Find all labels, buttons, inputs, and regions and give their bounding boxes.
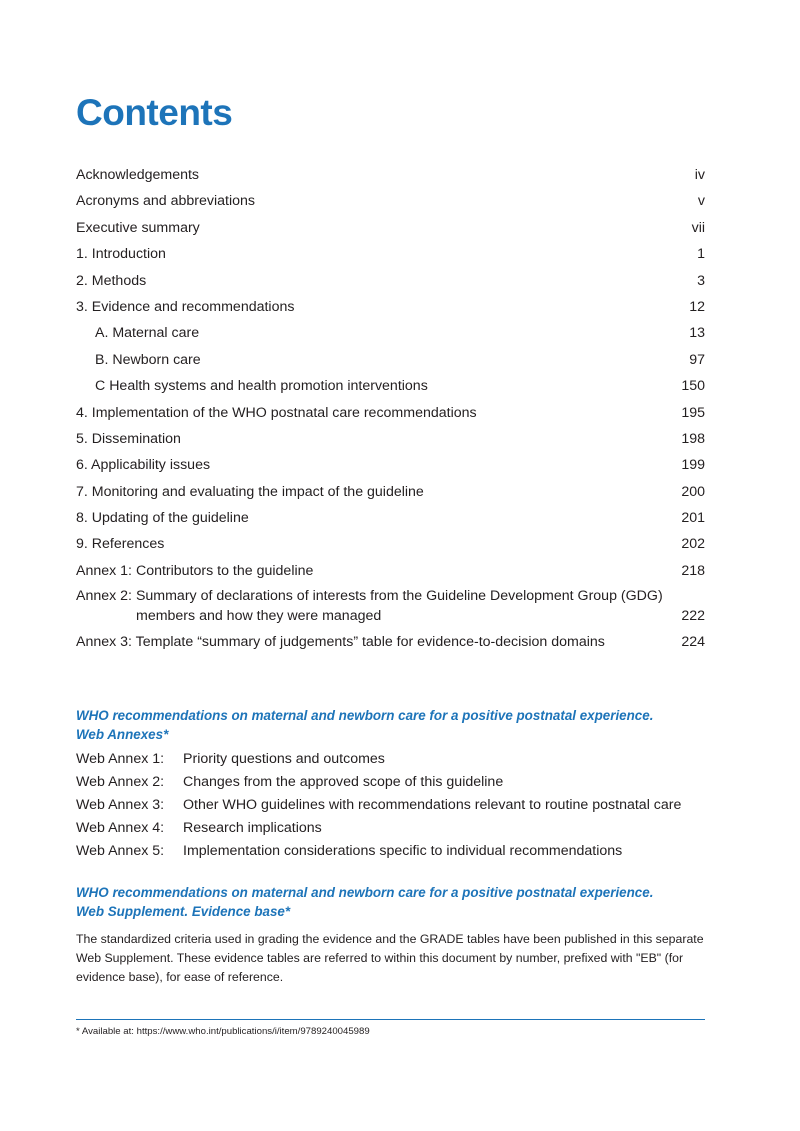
toc-page-number: vii <box>691 219 705 236</box>
web-annex-item[interactable] <box>76 748 705 771</box>
web-annex-title: Priority questions and outcomes <box>183 751 385 767</box>
toc-label-line-1: Annex 2: Summary of declarations of interests from the Guideline Development Group (GDG) <box>76 588 663 605</box>
toc-label: Annex 3: Template “summary of judgements” table for evidence-to-decision domains <box>76 634 605 651</box>
toc-entry-acronyms[interactable] <box>76 188 705 214</box>
web-annex-item[interactable] <box>76 794 705 817</box>
toc-label: 7. Monitoring and evaluating the impact of the guideline <box>76 483 424 500</box>
toc-page-number: 218 <box>681 562 705 579</box>
toc-page-number: 224 <box>681 634 705 651</box>
web-annex-key: Web Annex 1: <box>76 751 165 767</box>
toc-label: 8. Updating of the guideline <box>76 510 249 527</box>
toc-label: 9. References <box>76 536 165 553</box>
toc-entry-annex-3[interactable] <box>76 629 705 655</box>
toc-entry-methods[interactable] <box>76 268 705 294</box>
toc-entry-dissemination[interactable] <box>76 426 705 452</box>
web-annex-title: Changes from the approved scope of this guideline <box>183 774 504 790</box>
toc-page-number: 222 <box>681 608 705 625</box>
toc-label: Acknowledgements <box>76 167 200 183</box>
toc-label: A. Maternal care <box>95 325 200 342</box>
toc-page-number: v <box>697 193 705 210</box>
toc-label: Annex 1: Contributors to the guideline <box>76 562 314 579</box>
toc-label: Acronyms and abbreviations <box>76 193 256 210</box>
toc-entry-references[interactable] <box>76 531 705 557</box>
toc-page-number: 150 <box>681 378 705 395</box>
footnote: * Available at: https://www.who.int/publications/i/item/9789240045989 <box>76 1026 370 1037</box>
web-annexes-list <box>76 748 705 863</box>
toc-page-number: 3 <box>697 272 705 289</box>
toc-entry-implementation[interactable] <box>76 400 705 426</box>
web-annex-key: Web Annex 5: <box>76 843 165 859</box>
toc-entry-applicability[interactable] <box>76 452 705 478</box>
toc-label: 5. Dissemination <box>76 430 181 447</box>
toc-page-number: 1 <box>697 246 705 263</box>
web-annex-item[interactable] <box>76 840 705 863</box>
toc-label: 6. Applicability issues <box>76 457 211 474</box>
web-annex-key: Web Annex 3: <box>76 797 165 813</box>
toc-page-number: 12 <box>689 298 705 315</box>
web-annexes-heading: WHO recommendations on maternal and newborn care for a positive postnatal experience. Web Annexes* <box>76 708 654 742</box>
toc-page-number: 97 <box>689 351 705 368</box>
toc-entry-health-systems[interactable] <box>76 373 705 399</box>
toc-page-number: 199 <box>681 457 705 474</box>
toc-entry-annex-1[interactable] <box>76 558 705 584</box>
toc-entry-updating[interactable] <box>76 505 705 531</box>
toc-label: 1. Introduction <box>76 246 166 263</box>
web-supplement-heading: WHO recommendations on maternal and newborn care for a positive postnatal experience. Web Supplement. Evidence base* <box>76 885 654 919</box>
toc-entry-executive-summary[interactable] <box>76 215 705 241</box>
toc-page-number: 201 <box>681 510 705 527</box>
table-of-contents <box>76 162 705 656</box>
web-annex-item[interactable] <box>76 771 705 794</box>
toc-entry-maternal-care[interactable] <box>76 320 705 346</box>
toc-page-number: 202 <box>681 536 705 553</box>
toc-label: 3. Evidence and recommendations <box>76 298 295 315</box>
toc-entry-introduction[interactable] <box>76 241 705 267</box>
toc-entry-annex-2[interactable] <box>76 584 705 629</box>
toc-page-number: 13 <box>689 325 705 342</box>
web-annex-key: Web Annex 2: <box>76 774 165 790</box>
toc-entry-evidence-recommendations[interactable] <box>76 294 705 320</box>
page-title: Contents <box>76 92 233 133</box>
toc-entry-monitoring[interactable] <box>76 479 705 505</box>
web-annex-title: Research implications <box>183 820 322 836</box>
footnote-divider <box>76 1019 705 1020</box>
web-annex-item[interactable] <box>76 817 705 840</box>
web-annex-title: Other WHO guidelines with recommendations relevant to routine postnatal care <box>183 797 682 813</box>
toc-page-number: 195 <box>681 404 705 421</box>
toc-label: 4. Implementation of the WHO postnatal care recommendations <box>76 404 477 421</box>
toc-entry-newborn-care[interactable] <box>76 347 705 373</box>
toc-label: B. Newborn care <box>95 351 201 368</box>
toc-label: Executive summary <box>76 219 200 236</box>
web-annex-title: Implementation considerations specific to individual recommendations <box>183 843 623 859</box>
toc-entry-acknowledgements[interactable] <box>76 162 705 188</box>
toc-page-number: 198 <box>681 430 705 447</box>
toc-page-number: iv <box>694 167 705 183</box>
toc-label: C Health systems and health promotion interventions <box>95 378 428 395</box>
toc-label: 2. Methods <box>76 272 147 289</box>
toc-label-line-2: members and how they were managed <box>136 607 382 624</box>
web-supplement-text: The standardized criteria used in grading the evidence and the GRADE tables have been published in this separate Web Supplement. These evidence tables are referred to within this document by number, prefixed with "EB" (for evidence base), for ease of reference. <box>76 932 704 984</box>
web-annex-key: Web Annex 4: <box>76 820 165 836</box>
toc-page-number: 200 <box>681 483 705 500</box>
toc-label <box>76 587 663 626</box>
